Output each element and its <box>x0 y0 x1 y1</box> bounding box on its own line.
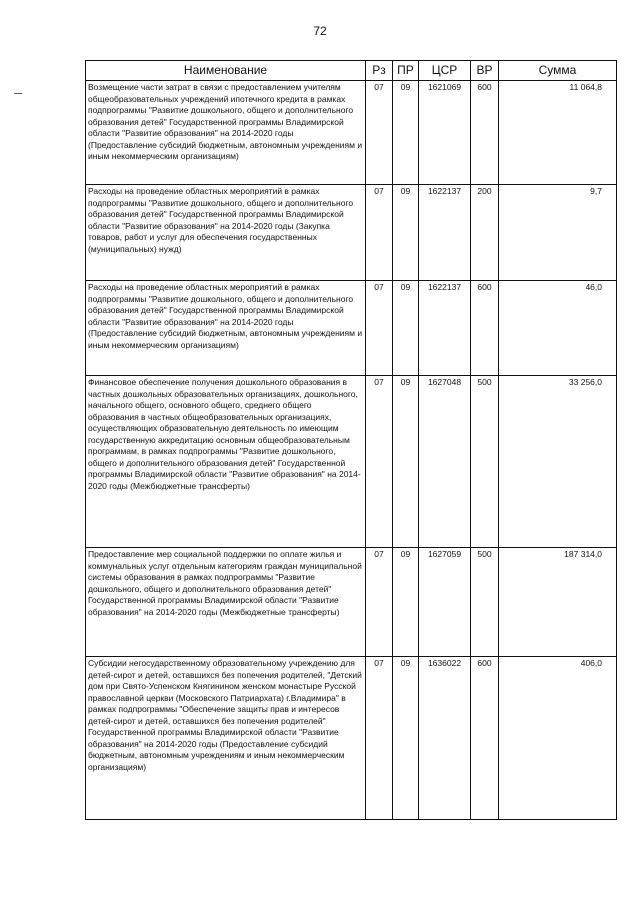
row-rz: 07 <box>366 81 393 185</box>
margin-mark <box>14 93 22 94</box>
row-sum: 406,0 <box>499 657 617 820</box>
row-pr: 09 <box>393 657 419 820</box>
header-csr: ЦСР <box>419 61 471 81</box>
row-rz: 07 <box>366 185 393 281</box>
row-rz: 07 <box>366 657 393 820</box>
row-vr: 500 <box>471 376 499 548</box>
page-number: 72 <box>313 24 327 38</box>
header-pr: ПР <box>393 61 419 81</box>
row-csr: 1622137 <box>419 185 471 281</box>
row-vr: 600 <box>471 81 499 185</box>
row-pr: 09 <box>393 548 419 657</box>
row-rz: 07 <box>366 281 393 376</box>
header-name: Наименование <box>86 61 366 81</box>
table-header-row <box>86 61 617 81</box>
row-pr: 09 <box>393 81 419 185</box>
table-row <box>86 376 617 548</box>
row-sum: 33 256,0 <box>499 376 617 548</box>
table-row <box>86 548 617 657</box>
row-csr: 1621069 <box>419 81 471 185</box>
table-row <box>86 81 617 185</box>
header-sum: Сумма <box>499 61 617 81</box>
row-csr: 1636022 <box>419 657 471 820</box>
row-name: Предоставление мер социальной поддержки по оплате жилья и коммунальных услуг отдельным категориям граждан муниципальной системы образования в рамках подпрограммы "Развитие дошкольного, общего и дополнительного образования детей" Государственной программы Владимирской области "Развитие образования" на 2014-2020 годы (Межбюджетные трансферты) <box>86 548 366 657</box>
row-sum: 187 314,0 <box>499 548 617 657</box>
row-sum: 11 064,8 <box>499 81 617 185</box>
row-csr: 1627048 <box>419 376 471 548</box>
row-vr: 200 <box>471 185 499 281</box>
table-row <box>86 657 617 820</box>
header-vr: ВР <box>471 61 499 81</box>
table-row <box>86 281 617 376</box>
row-pr: 09 <box>393 281 419 376</box>
row-pr: 09 <box>393 376 419 548</box>
row-vr: 600 <box>471 281 499 376</box>
row-pr: 09 <box>393 185 419 281</box>
row-rz: 07 <box>366 548 393 657</box>
row-csr: 1622137 <box>419 281 471 376</box>
table-row <box>86 185 617 281</box>
row-sum: 9,7 <box>499 185 617 281</box>
row-sum: 46,0 <box>499 281 617 376</box>
row-name: Расходы на проведение областных мероприятий в рамках подпрограммы "Развитие дошкольного, общего и дополнительного образования детей" Государственной программы Владимирской области "Развитие образования" на 2014-2020 годы (Закупка товаров, работ и услуг для обеспечения государственных (муниципальных) нужд) <box>86 185 366 281</box>
row-vr: 600 <box>471 657 499 820</box>
row-name: Финансовое обеспечение получения дошкольного образования в частных дошкольных образовательных организациях, дошкольного, начального общего, основного общего, среднего общего образования в частных общеобразовательных организациях, осуществляющих образовательную деятельность по имеющим государственную аккредитацию основным общеобразовательным программам, в рамках подпрограммы "Развитие дошкольного, общего и дополнительного образования детей" Государственной программы Владимирской области "Развитие образования" на 2014-2020 годы (Межбюджетные трансферты) <box>86 376 366 548</box>
row-name: Субсидии негосударственному образовательному учреждению для детей-сирот и детей, оставшихся без попечения родителей, "Детский дом при Свято-Успенском Княгинином женском монастыре Русской православной церкви (Московского Патриархата) г.Владимира" в рамках подпрограммы "Обеспечение защиты прав и интересов детей-сирот и детей, оставшихся без попечения родителей" Государственной программы Владимирской области "Развитие образования" на 2014-2020 годы (Предоставление субсидий бюджетным, автономным учреждениям и иным некоммерческим организациям) <box>86 657 366 820</box>
row-vr: 500 <box>471 548 499 657</box>
row-csr: 1627059 <box>419 548 471 657</box>
budget-table <box>85 60 617 820</box>
row-name: Расходы на проведение областных мероприятий в рамках подпрограммы "Развитие дошкольного, общего и дополнительного образования детей" Государственной программы Владимирской области "Развитие образования" на 2014-2020 годы (Предоставление субсидий бюджетным, автономным учреждениям и иным некоммерческим организациям) <box>86 281 366 376</box>
row-rz: 07 <box>366 376 393 548</box>
row-name: Возмещение части затрат в связи с предоставлением учителям общеобразовательных учреждений ипотечного кредита в рамках подпрограммы "Развитие дошкольного, общего и дополнительного образования детей" Государственной программы Владимирской области "Развитие образования" на 2014-2020 годы (Предоставление субсидий бюджетным, автономным учреждениям и иным некоммерческим организациям) <box>86 81 366 185</box>
header-rz: Рз <box>366 61 393 81</box>
